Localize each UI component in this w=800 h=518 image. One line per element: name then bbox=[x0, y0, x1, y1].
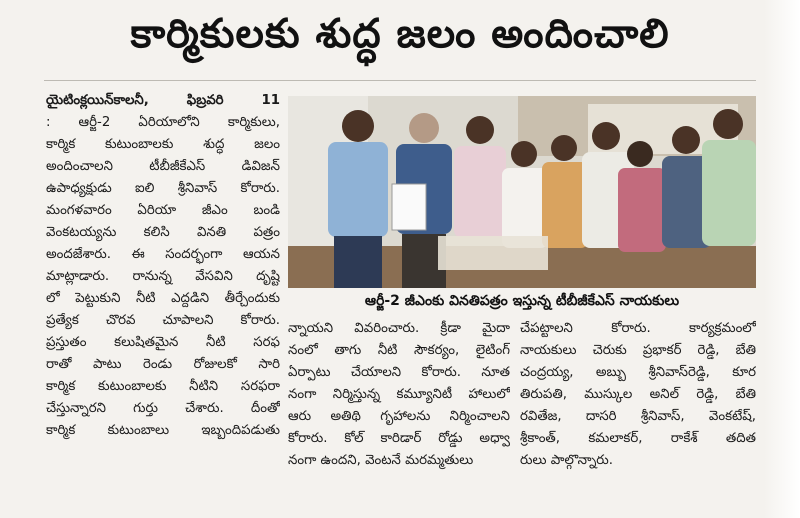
body-line: న్నాయని వివరించారు. క్రీడా మైదా bbox=[288, 321, 510, 336]
body-line: అందజేశారు. ఈ సందర్భంగా ఆయన bbox=[46, 247, 280, 262]
petition-document bbox=[392, 184, 426, 230]
body-line: లో పెట్టుకుని నీటి ఎద్దడిని తీర్చేందుకు bbox=[46, 291, 280, 306]
body-line: ఉపాధ్యక్షుడు ఐలి శ్రీనివాస్ కోరారు. bbox=[46, 181, 280, 196]
body-line: మాట్లాడారు. రానున్న వేసవిని దృష్టి bbox=[46, 269, 280, 284]
article-column-left bbox=[46, 90, 280, 442]
body-line: కార్మిక కుటుంబాలు ఇబ్బందిపడుతు bbox=[46, 423, 280, 438]
body-line: నాయకులు చెరుకు ప్రభాకర్ రెడ్డి, బేతి bbox=[520, 343, 756, 358]
body-line: శ్రీకాంత్, కమలాకర్, రాకేశ్ తదిత bbox=[520, 431, 756, 446]
headline: కార్మికులకు శుద్ధ జలం అందించాలి bbox=[130, 11, 670, 57]
body-line: చేపట్టాలని కోరారు. కార్యక్రమంలో bbox=[520, 321, 756, 336]
page-edge bbox=[764, 0, 800, 518]
dateline: యైటింక్లయిన్‌కాలనీ, ఫిబ్రవరి 11 bbox=[46, 93, 280, 108]
body-line: అందించాలని టీబీజీకేఎస్ డివిజన్ bbox=[46, 159, 280, 174]
body-line: ప్రస్తుతం కలుషితమైన నీటి సరఫ bbox=[46, 335, 280, 350]
photo-caption: ఆర్జీ-2 జీఎంకు వినతిపత్రం ఇస్తున్న టీబీజీకేఎస్ నాయకులు bbox=[364, 292, 680, 309]
body-line: నంలో తాగు నీటి సౌకర్యం, లైటింగ్ bbox=[288, 343, 510, 358]
body-line: : ఆర్జీ-2 ఏరియాలోని కార్మికులు, bbox=[46, 115, 280, 130]
body-line: మంగళవారం ఏరియా జీఎం బండి bbox=[46, 203, 280, 218]
body-line: ఆరు అతిథి గృహాలను నిర్మించాలని bbox=[288, 409, 510, 424]
body-line: ప్రత్యేక చొరవ చూపాలని కోరారు. bbox=[46, 313, 280, 328]
news-photo bbox=[288, 96, 756, 288]
body-line: రులు పాల్గొన్నారు. bbox=[520, 453, 614, 468]
article-column-middle bbox=[288, 318, 510, 472]
body-line: రవితేజ, దాసరి శ్రీనివాస్, వెంకటేష్, bbox=[520, 409, 756, 424]
headline-divider bbox=[44, 80, 756, 81]
body-line: కార్మిక కుటుంబాలకు శుద్ధ జలం bbox=[46, 137, 280, 152]
body-line: చేస్తున్నారని గుర్తు చేశారు. దీంతో bbox=[46, 401, 280, 416]
body-line: నంగా నిర్మిస్తున్న కమ్యూనిటీ హాలులో bbox=[288, 387, 510, 402]
body-line: నంగా ఉందని, వెంటనే మరమ్మతులు bbox=[288, 453, 474, 468]
body-line: చంద్రయ్య, అబ్బు శ్రీనివాస్‌రెడ్డి, కూర bbox=[520, 365, 756, 380]
body-line: ఏర్పాటు చేయాలని కోరారు. నూత bbox=[288, 365, 510, 380]
body-line: రాతో పాటు రెండు రోజులకో సారి bbox=[46, 357, 280, 372]
body-line: తిరుపతి, ముస్కుల అనిల్ రెడ్డి, బేతి bbox=[520, 387, 756, 402]
article-column-right bbox=[520, 318, 756, 472]
body-line: కార్మిక కుటుంబాలకు నీటిని సరఫరా bbox=[46, 379, 280, 394]
body-line: వెంకటయ్యను కలిసి వినతి పత్రం bbox=[46, 225, 280, 240]
body-line: కోరారు. కోల్ కారిడార్ రోడ్డు అధ్వా bbox=[288, 431, 510, 446]
